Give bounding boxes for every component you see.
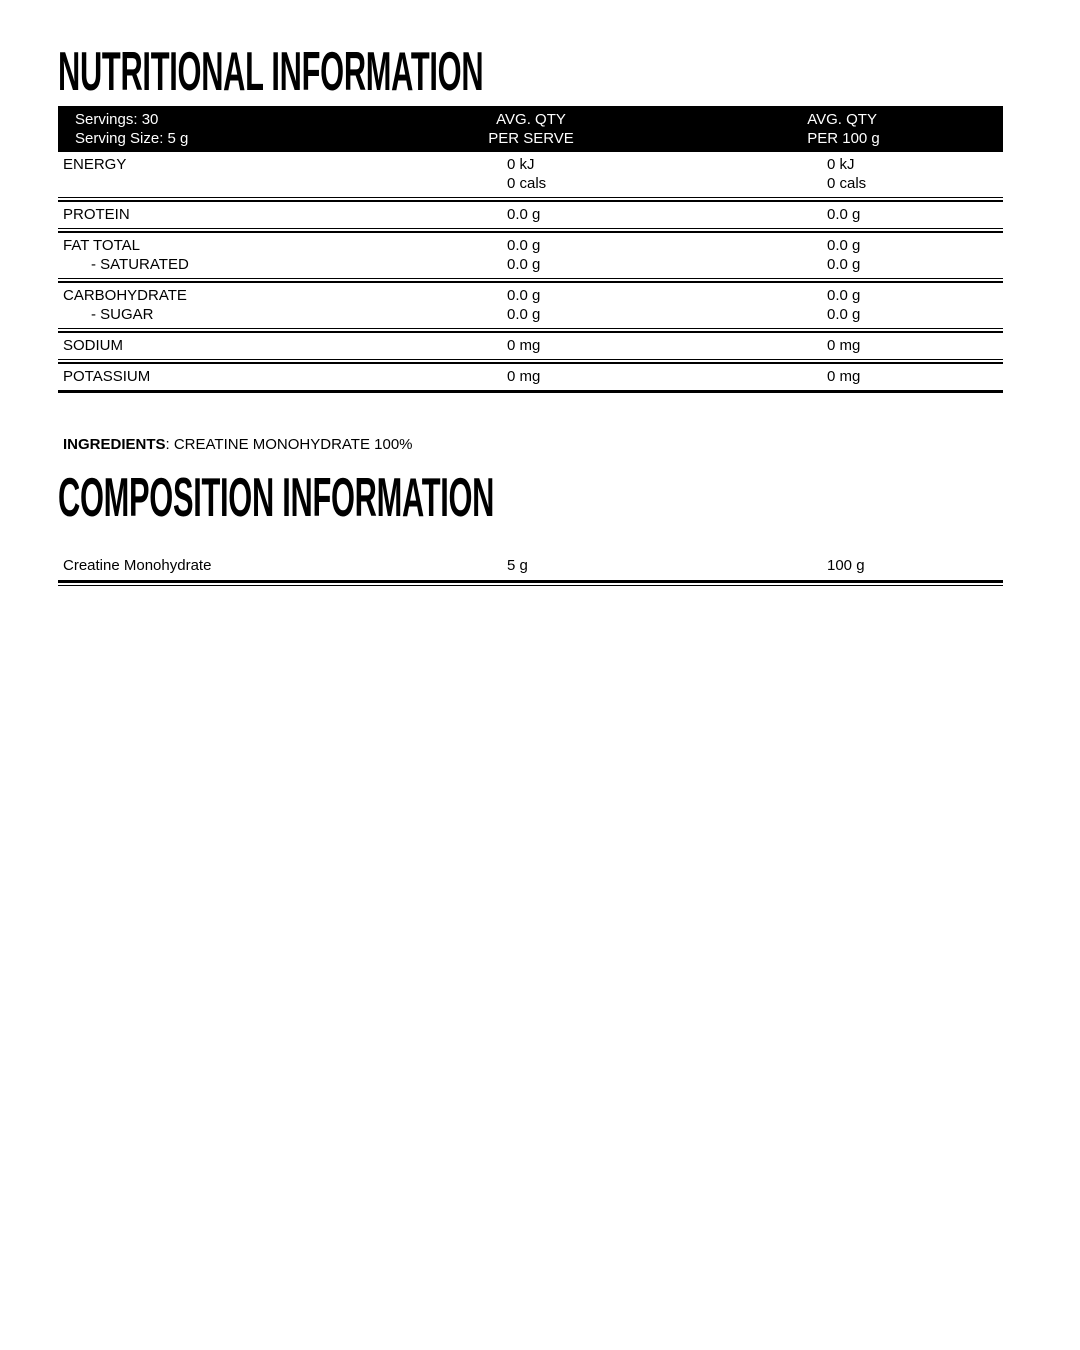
- value-line: 0.0 g: [827, 256, 861, 273]
- value-line: 0.0 g: [827, 306, 861, 323]
- per-100-value-cell: [684, 155, 1003, 193]
- row-sublabel: - SUGAR: [91, 306, 154, 323]
- composition-title-wrap: [58, 466, 1023, 528]
- value-line: 0 cals: [827, 175, 867, 192]
- per-serve-value-cell: [378, 286, 684, 324]
- per-serve-header-cell: [378, 110, 684, 148]
- value-line: 0 kJ: [507, 156, 535, 173]
- composition-bottom-rule: [58, 580, 1003, 586]
- row-label-cell: [58, 367, 378, 386]
- per-serve-value-cell: [378, 336, 684, 355]
- ingredients-label: INGREDIENTS: [63, 436, 166, 453]
- value-line: 0.0 g: [827, 206, 861, 223]
- table-row-energy: [58, 152, 1003, 197]
- per-100-value-cell: [684, 367, 1003, 386]
- nutrition-title: NUTRITIONAL INFORMATION: [58, 40, 484, 102]
- composition-row: [58, 525, 1003, 580]
- nutrition-title-wrap: [58, 40, 1023, 102]
- per-serve-value-cell: [378, 155, 684, 193]
- value-line: 0.0 g: [507, 256, 541, 273]
- row-label: ENERGY: [63, 156, 127, 173]
- row-label-cell: [58, 336, 378, 355]
- per-100-value-cell: [684, 336, 1003, 355]
- value-line: 0.0 g: [827, 237, 861, 254]
- row-label-cell: [58, 286, 378, 324]
- row-label: PROTEIN: [63, 206, 130, 223]
- value-line: 0 kJ: [827, 156, 855, 173]
- value-line: 0.0 g: [507, 237, 541, 254]
- per-100-header-line2: PER 100 g: [807, 130, 880, 147]
- composition-per-100: 100 g: [827, 557, 865, 574]
- table-row-carbohydrate: [58, 283, 1003, 328]
- table-row-fat: [58, 233, 1003, 278]
- per-serve-value-cell: [378, 236, 684, 274]
- per-serve-header-line1: AVG. QTY: [496, 111, 566, 128]
- composition-title: COMPOSITION INFORMATION: [58, 466, 495, 528]
- row-label-cell: [58, 205, 378, 224]
- value-line: 0.0 g: [827, 287, 861, 304]
- per-100-value-cell: [684, 286, 1003, 324]
- row-label: POTASSIUM: [63, 368, 151, 385]
- nutrition-table-header: [58, 106, 1003, 152]
- composition-table: [58, 525, 1003, 586]
- row-label-cell: [58, 155, 378, 193]
- nutrition-label-page: [0, 0, 1080, 626]
- per-100-value-cell: [684, 205, 1003, 224]
- per-100-header-line1: AVG. QTY: [807, 111, 877, 128]
- table-bottom-rule: [58, 390, 1003, 393]
- serving-size-text: Serving Size: 5 g: [75, 130, 189, 147]
- row-label-cell: [58, 236, 378, 274]
- per-serve-header-line2: PER SERVE: [488, 130, 574, 147]
- composition-per-serve: 5 g: [507, 557, 528, 574]
- table-row-protein: [58, 202, 1003, 228]
- ingredients-value: : CREATINE MONOHYDRATE 100%: [165, 436, 413, 453]
- value-line: 0 cals: [507, 175, 547, 192]
- value-line: 0.0 g: [507, 206, 541, 223]
- per-100-header-block: [807, 110, 880, 148]
- value-line: 0 mg: [827, 368, 861, 385]
- row-label: FAT TOTAL: [63, 237, 140, 254]
- value-line: 0.0 g: [507, 287, 541, 304]
- per-serve-value-cell: [378, 367, 684, 386]
- value-line: 0 mg: [507, 337, 541, 354]
- value-line: 0.0 g: [507, 306, 541, 323]
- servings-text: Servings: 30: [75, 111, 159, 128]
- table-row-potassium: [58, 364, 1003, 390]
- ingredients-line: [58, 435, 1023, 455]
- value-line: 0 mg: [507, 368, 541, 385]
- row-label: SODIUM: [63, 337, 123, 354]
- value-line: 0 mg: [827, 337, 861, 354]
- row-label: CARBOHYDRATE: [63, 287, 187, 304]
- table-row-sodium: [58, 333, 1003, 359]
- per-100-value-cell: [684, 236, 1003, 274]
- composition-name: Creatine Monohydrate: [63, 557, 212, 574]
- row-sublabel: - SATURATED: [91, 256, 189, 273]
- per-serve-value-cell: [378, 205, 684, 224]
- serving-info-cell: [58, 110, 378, 148]
- nutrition-table: [58, 106, 1003, 393]
- per-100-header-cell: [684, 110, 1003, 148]
